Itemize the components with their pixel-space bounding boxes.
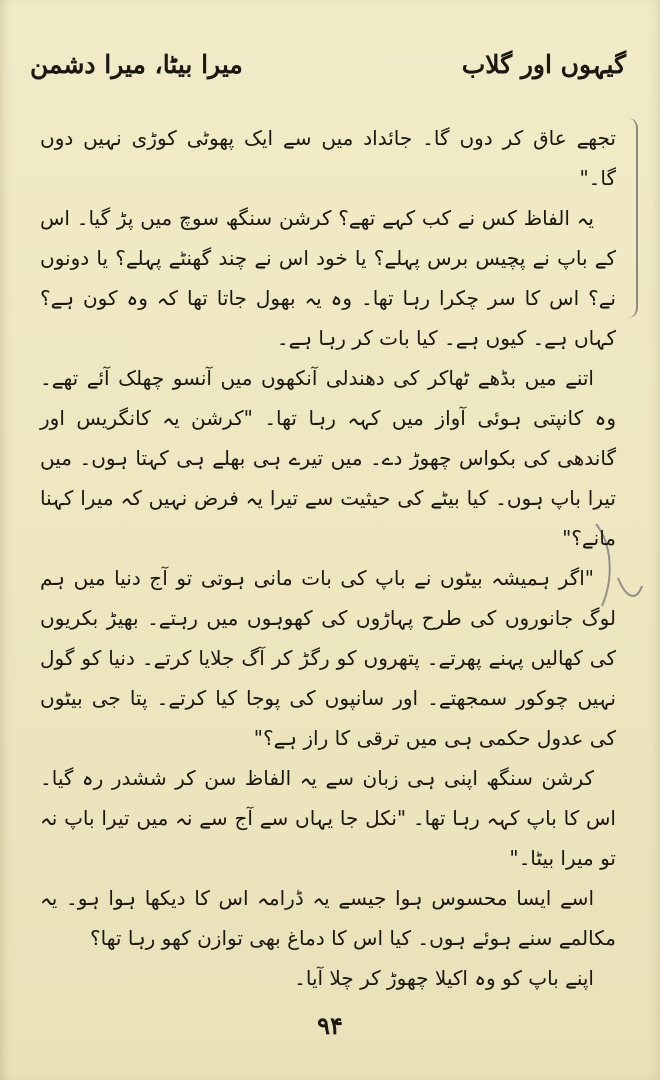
margin-pencil-mark	[626, 118, 638, 318]
paragraph-3: اتنے میں بڈھے ٹھاکر کی دھندلی آنکھوں میں آنسو چھلک آئے تھے۔ وہ کانپتی ہوئی آواز میں کہہ رہا تھا۔ "کرشن یہ کانگریس اور گاندھی کی بکواس چھوڑ دے۔ میں تیرے ہی بھلے ہی کہتا ہوں۔ میں تیرا باپ ہوں۔ کیا بیٹے کی حیثیت سے تیرا یہ فرض نہیں کہ میرا کہنا مانے؟"	[40, 366, 616, 550]
page-number: ۹۴	[317, 1011, 343, 1040]
running-title-book: گیہوں اور گلاب	[461, 50, 626, 79]
paragraph-6: اسے ایسا محسوس ہوا جیسے یہ ڈرامہ اس کا دیکھا ہوا ہو۔ یہ مکالمے سنے ہوئے ہوں۔ کیا اس کا دماغ بھی توازن کھو رہا تھا؟	[40, 886, 616, 950]
paragraph-2: یہ الفاظ کس نے کب کہے تھے؟ کرشن سنگھ سوچ میں پڑ گیا۔ اس کے باپ نے پچیس برس پہلے؟ یا خود اس نے چند گھنٹے پہلے؟ یا دونوں نے؟ اس کا سر چکرا رہا تھا۔ وہ یہ بھول جاتا تھا کہ وہ کون ہے؟ کہاں ہے۔ کیوں ہے۔ کیا بات کر رہا ہے۔	[40, 206, 616, 350]
paragraph-5: کرشن سنگھ اپنی ہی زبان سے یہ الفاظ سن کر ششدر رہ گیا۔ اس کا باپ کہہ رہا تھا۔ "نکل جا یہاں سے آج سے نہ میں تیرا باپ نہ تو میرا بیٹا۔"	[40, 766, 616, 870]
running-title-story: میرا بیٹا، میرا دشمن	[30, 50, 243, 79]
paragraph-7: اپنے باپ کو وہ اکیلا چھوڑ کر چلا آیا۔	[294, 966, 594, 990]
page-body-text	[40, 118, 616, 990]
paragraph-4: "اگر ہمیشہ بیٹوں نے باپ کی بات مانی ہوتی تو آج دنیا میں ہم لوگ جانوروں کی طرح پہاڑوں کی کھوہوں میں رہتے۔ بھیڑ بکریوں کی کھالیں پہنے پھرتے۔ پتھروں کو رگڑ کر آگ جلایا کرتے۔ دنیا کو گول نہیں چوکور سمجھتے۔ اور سانپوں کی پوجا کیا کرتے۔ پتا جی بیٹوں کی عدول حکمی ہی میں ترقی کا راز ہے؟"	[40, 566, 616, 750]
page-header	[30, 50, 626, 90]
paragraph-1: تجھے عاق کر دوں گا۔ جائداد میں سے ایک پھوٹی کوڑی نہیں دوں گا۔"	[40, 126, 616, 190]
